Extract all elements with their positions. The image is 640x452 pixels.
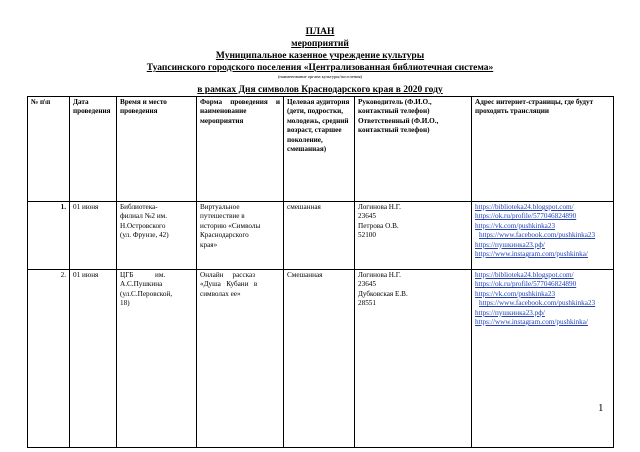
col-header-url: Адрес интернет-страницы, где будут проходить трансляции bbox=[472, 97, 614, 202]
place-line: Н.Островского bbox=[120, 221, 166, 230]
event-line: Виртуальное bbox=[200, 203, 240, 211]
organization-note: (наименование органа культуры/поселения) bbox=[277, 74, 363, 79]
row-number: 1. bbox=[28, 202, 70, 270]
contact-line: 52100 bbox=[358, 231, 376, 240]
link-blogspot[interactable]: https://biblioteka24.blogspot.com/ bbox=[475, 203, 574, 211]
place-line: филиал №2 им. bbox=[120, 212, 168, 221]
row-contacts bbox=[355, 270, 472, 448]
event-line: историю «Символы bbox=[200, 221, 261, 230]
col-header-place: Время и место проведения bbox=[117, 97, 197, 202]
link-facebook[interactable]: https://www.facebook.com/pushkinka23 bbox=[479, 299, 596, 308]
row-contacts bbox=[355, 202, 472, 270]
plan-title: ПЛАН bbox=[305, 27, 335, 37]
link-instagram[interactable]: https://www.instagram.com/pushkinka/ bbox=[475, 250, 588, 259]
event-line: края» bbox=[200, 240, 218, 249]
contact-line: 28551 bbox=[358, 299, 376, 308]
col-header-number: № п\п bbox=[28, 97, 70, 202]
col-header-event: Форма проведения и наименование мероприятия bbox=[197, 97, 284, 202]
row-date: 01 июня bbox=[70, 270, 117, 448]
col-header-date: Дата проведения bbox=[70, 97, 117, 202]
contact-line: Логинова Н.Г. bbox=[358, 203, 401, 211]
contact-line: Логинова Н.Г. bbox=[358, 271, 401, 279]
link-vk[interactable]: https://vk.com/pushkinka23 bbox=[475, 221, 556, 230]
place-line: 18) bbox=[120, 299, 130, 308]
row-links bbox=[472, 202, 614, 270]
contact-line: Дубковская Е.В. bbox=[358, 289, 408, 298]
link-site[interactable]: https://пушкинка23.рф/ bbox=[475, 240, 545, 249]
col-header-contacts: Руководитель (Ф.И.О., контактный телефон) Ответственный (Ф.И.О., контактный телефон) bbox=[355, 97, 472, 202]
organization-line-2: Туапсинского городского поселения «Централизованная библиотечная система» bbox=[146, 63, 494, 73]
link-instagram[interactable]: https://www.instagram.com/pushkinka/ bbox=[475, 318, 588, 327]
event-line: «Душа Кубани в bbox=[200, 280, 258, 289]
link-ok[interactable]: https://ok.ru/profile/577046824890 bbox=[475, 212, 577, 221]
row-audience: Смешанная bbox=[284, 270, 355, 448]
link-ok[interactable]: https://ok.ru/profile/577046824890 bbox=[475, 280, 577, 289]
link-facebook[interactable]: https://www.facebook.com/pushkinka23 bbox=[479, 231, 596, 240]
page-number: 1 bbox=[598, 402, 604, 414]
link-blogspot[interactable]: https://biblioteka24.blogspot.com/ bbox=[475, 271, 574, 279]
event-line: путешествие в bbox=[200, 212, 245, 221]
row-event bbox=[197, 270, 284, 448]
row-place bbox=[117, 270, 197, 448]
row-event bbox=[197, 202, 284, 270]
link-vk[interactable]: https://vk.com/pushkinka23 bbox=[475, 289, 556, 298]
place-line: А.С.Пушкина bbox=[120, 280, 163, 289]
contact-line: 23645 bbox=[358, 280, 376, 289]
table-row bbox=[28, 270, 614, 448]
contact-line: 23645 bbox=[358, 212, 376, 221]
place-line: ЦГБ им. bbox=[120, 271, 166, 279]
link-site[interactable]: https://пушкинка23.рф/ bbox=[475, 308, 545, 317]
table-header-row bbox=[28, 97, 614, 202]
place-line: (ул. Фрунзе, 42) bbox=[120, 231, 169, 240]
row-number: 2. bbox=[28, 270, 70, 448]
event-line: символах ее» bbox=[200, 289, 241, 298]
contact-line: Петрова О.В. bbox=[358, 221, 399, 230]
col-header-audience: Целевая аудитория (дети, подростки, молодежь, средний возраст, старшее поколение, смешанная) bbox=[284, 97, 355, 202]
row-links bbox=[472, 270, 614, 448]
row-place bbox=[117, 202, 197, 270]
events-table bbox=[27, 96, 614, 448]
place-line: (ул.С.Перовской, bbox=[120, 289, 173, 298]
organization-line-1: Муниципальное казенное учреждение культуры bbox=[215, 51, 425, 61]
table-row bbox=[28, 202, 614, 270]
event-line: Краснодарского bbox=[200, 231, 249, 240]
event-line: в рамках Дня символов Краснодарского края в 2020 году bbox=[197, 85, 443, 95]
place-line: Библиотека- bbox=[120, 203, 158, 211]
event-line: Онлайн рассказ bbox=[200, 271, 256, 279]
row-date: 01 июня bbox=[70, 202, 117, 270]
plan-subtitle: мероприятий bbox=[291, 39, 349, 49]
row-audience: смешанная bbox=[284, 202, 355, 270]
